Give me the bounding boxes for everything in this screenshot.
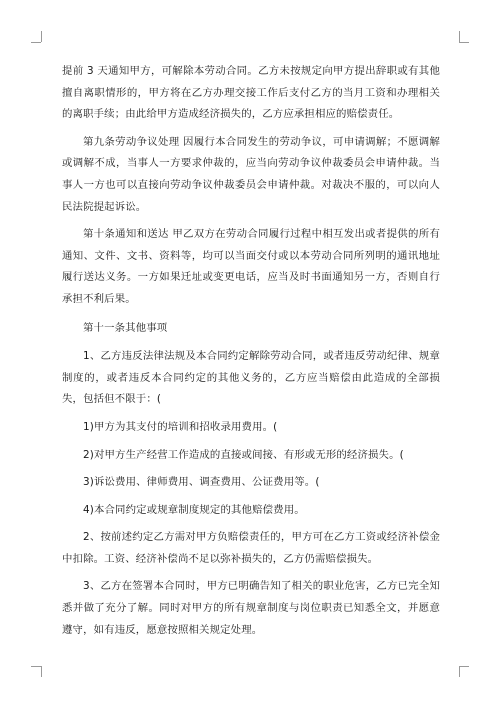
paragraph-resignation-notice: 提前 3 天通知甲方，可解除本劳动合同。乙方未按规定向甲方提出辞职或有其他擅自离职情形的，甲方将在乙方办理交接工作后支付乙方的当月工资和办理相关的离职手续；由此给甲方造成经济损失的，乙方应承担相应的赔偿责任。 xyxy=(62,65,440,121)
paragraph-subitem-3: 3)诉讼费用、律师费用、调查费用、公证费用等。( xyxy=(83,476,320,489)
document-body xyxy=(62,61,440,641)
paragraph-subitem-2: 2)对甲方生产经营工作造成的直接或间接、有形或无形的经济损失。( xyxy=(83,448,404,461)
crop-mark-top-left-h xyxy=(31,42,41,43)
crop-mark-top-left-v xyxy=(41,31,42,42)
paragraph-article-9-dispute: 第九条劳动争议处理 因履行本合同发生的劳动争议，可申请调解；不愿调解或调解不成，当事人一方要求仲裁的，应当向劳动争议仲裁委员会申请仲裁。当事人一方也可以直接向劳动争议仲裁委员会申请仲裁。对裁决不服的，可以向人民法院提起诉讼。 xyxy=(62,135,440,213)
crop-mark-top-right-h xyxy=(459,42,469,43)
crop-mark-bottom-left-v xyxy=(41,666,42,677)
crop-mark-bottom-right-v xyxy=(459,666,460,677)
crop-mark-top-right-v xyxy=(459,31,460,42)
paragraph-item-2: 2、按前述约定乙方需对甲方负赔偿责任的，甲方可在乙方工资或经济补偿金中扣除。工资、经济补偿尚不足以弥补损失的，乙方仍需赔偿损失。 xyxy=(62,531,440,565)
paragraph-subitem-1: 1)甲方为其支付的培训和招收录用费用。( xyxy=(83,420,278,433)
paragraph-article-11-heading: 第十一条其他事项 xyxy=(83,321,168,334)
paragraph-article-10-notice: 第十条通知和送达 甲乙双方在劳动合同履行过程中相互发出或者提供的所有通知、文件、文书、资料等，均可以当面交付或以本劳动合同所列明的通讯地址履行送达义务。一方如果迁址或变更电话，应当及时书面通知另一方，否则自行承担不利后果。 xyxy=(62,228,440,305)
crop-mark-bottom-left-h xyxy=(31,666,41,667)
crop-mark-bottom-right-h xyxy=(459,666,469,667)
paragraph-item-3: 3、乙方在签署本合同时，甲方已明确告知了相关的职业危害，乙方已完全知悉并做了充分了解。同时对甲方的所有规章制度与岗位职责已知悉全文，并愿意遵守，如有违反，愿意按照相关规定处理。 xyxy=(62,580,440,636)
paragraph-item-1: 1、乙方违反法律法规及本合同约定解除劳动合同，或者违反劳动纪律、规章制度的，或者违反本合同约定的其他义务的，乙方应当赔偿由此造成的全部损失，包括但不限于：( xyxy=(62,350,440,406)
paragraph-subitem-4: 4)本合同约定或规章制度规定的其他赔偿费用。 xyxy=(83,503,305,516)
